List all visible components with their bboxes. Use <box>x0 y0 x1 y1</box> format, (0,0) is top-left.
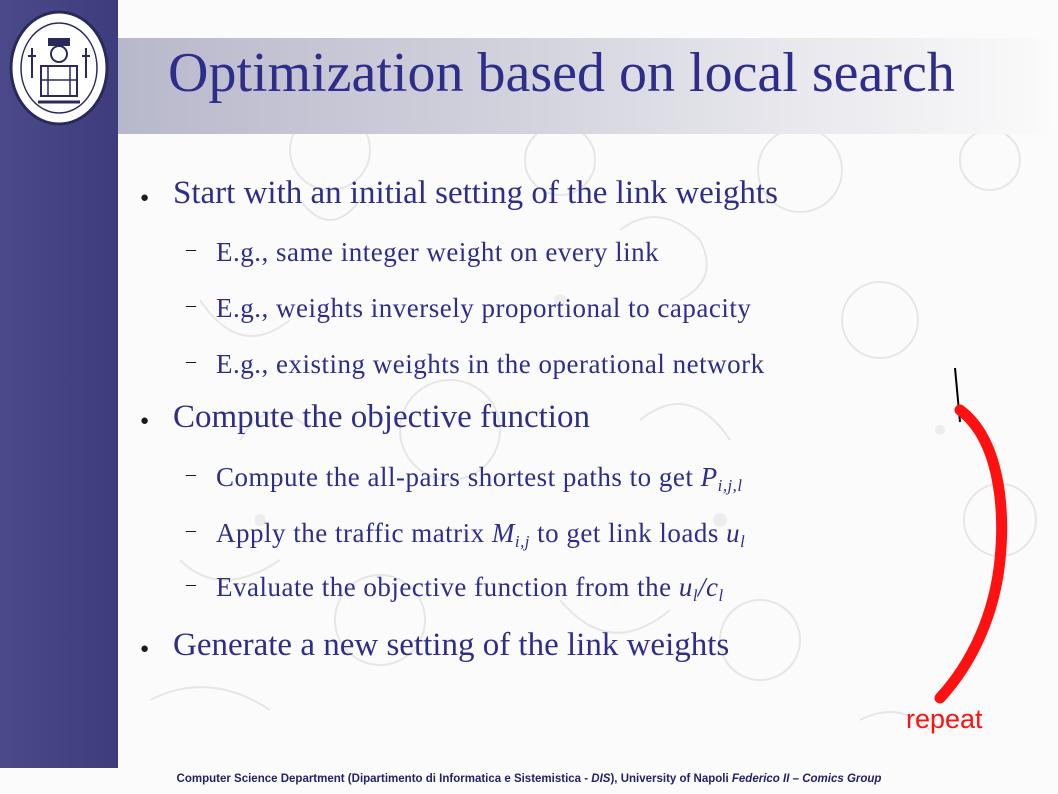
sub-l: l <box>740 532 746 552</box>
slide-title: Optimization based on local search <box>168 42 955 104</box>
var-m: M <box>491 518 515 548</box>
dash-icon: – <box>186 294 196 316</box>
var-c: c <box>706 572 719 602</box>
subitem-2a <box>216 461 743 502</box>
subitem-2b-mid: to get link loads <box>529 518 727 548</box>
sub-ijl: i,j,l <box>717 476 743 496</box>
subitem-1c: E.g., existing weights in the operational network <box>216 349 765 379</box>
subitem-2a-text: Compute the all-pairs shortest paths to get <box>216 462 701 492</box>
dash-icon: – <box>186 573 196 595</box>
sub-l: l <box>718 586 724 606</box>
dash-icon: – <box>186 463 196 485</box>
footer-federico: Federico II <box>731 773 790 785</box>
sub-ij: i,j <box>514 532 530 552</box>
var-u: u <box>726 518 741 548</box>
subitem-2b-text: Apply the traffic matrix <box>216 518 492 548</box>
footer-text-1: Computer Science Department (Dipartimento di Informatica e Sistemistica - <box>176 773 592 785</box>
slash: / <box>698 572 707 602</box>
dash-icon: – <box>186 519 196 541</box>
bullet-2: Compute the objective function <box>173 399 590 435</box>
footer-dis: DIS <box>591 773 611 785</box>
var-u: u <box>678 572 693 602</box>
subitem-2c <box>216 571 724 612</box>
sub-l: l <box>692 586 698 606</box>
footer <box>0 768 1058 794</box>
repeat-loop-bracket <box>900 360 1020 720</box>
bullet-3: Generate a new setting of the link weights <box>173 627 730 663</box>
bullet-dot-icon: ● <box>140 641 150 657</box>
subitem-2b <box>216 517 745 558</box>
var-p: P <box>700 462 718 492</box>
subitem-2c-text: Evaluate the objective function from the <box>216 572 679 602</box>
footer-text-3: – Comics Group <box>789 773 882 785</box>
bullet-dot-icon: ● <box>140 190 150 206</box>
subitem-1b: E.g., weights inversely proportional to capacity <box>216 293 752 323</box>
footer-text-2: ), University of Napoli <box>610 773 732 785</box>
subitem-1a: E.g., same integer weight on every link <box>216 237 660 267</box>
repeat-label: repeat <box>906 704 983 734</box>
dash-icon: – <box>186 238 196 260</box>
bullet-dot-icon: ● <box>140 413 150 429</box>
university-seal-logo <box>8 8 110 128</box>
dash-icon: – <box>186 350 196 372</box>
bullet-1: Start with an initial setting of the link weights <box>173 175 778 211</box>
